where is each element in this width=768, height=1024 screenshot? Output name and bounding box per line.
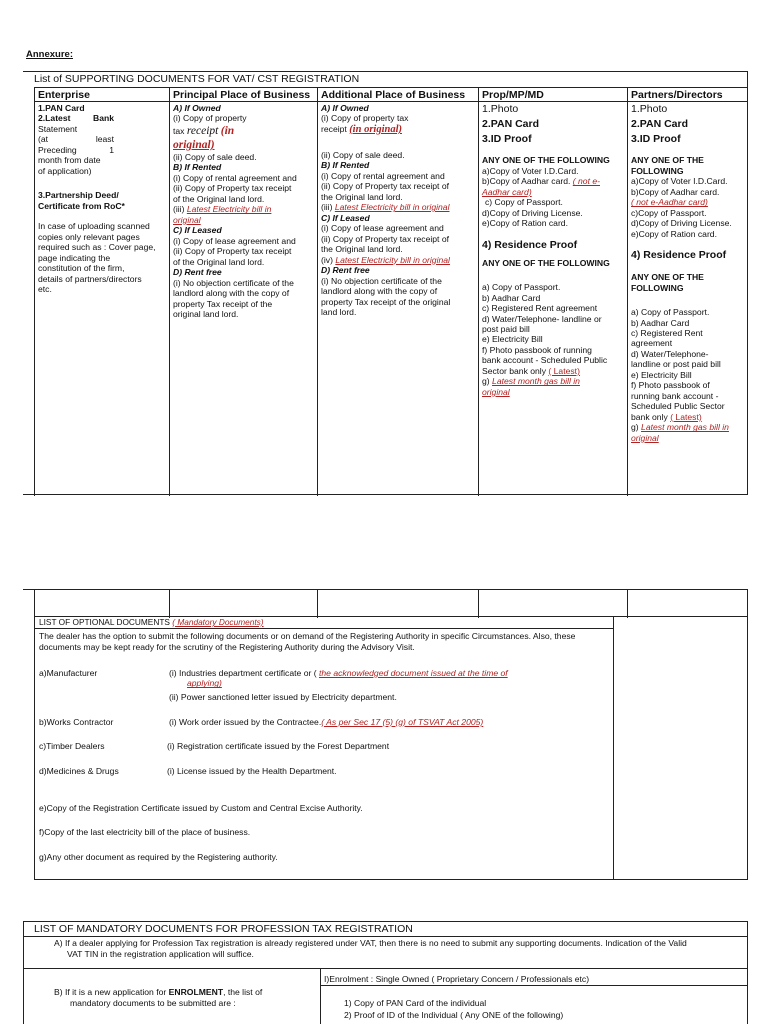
partners-item: FOLLOWING <box>631 165 684 176</box>
prop-item: 3.ID Proof <box>482 132 532 145</box>
partners-item: a)Copy of Voter I.D.Card. <box>631 176 728 187</box>
enterprise-item: Statement <box>38 123 78 134</box>
enrolment-list-item: 1) Copy of PAN Card of the individual <box>344 998 487 1008</box>
principal-item: (ii) Copy of sale deed. <box>173 152 257 162</box>
principal-item: (iii) <box>173 204 185 215</box>
profession-tax-b-line: , the list of <box>223 987 263 997</box>
medicines-label: d)Medicines & Drugs <box>39 766 119 776</box>
partners-item: a) Copy of Passport. <box>631 307 710 318</box>
profession-tax-table <box>23 921 748 1024</box>
enterprise-note: copies only relevant pages <box>38 231 140 242</box>
works-contractor-row <box>39 717 484 727</box>
partners-item: 1.Photo <box>631 103 668 115</box>
principal-item-original: (in <box>220 124 235 137</box>
prop-mp-md-column <box>478 88 627 496</box>
profession-tax-a <box>54 938 744 960</box>
partners-item: c) Registered Rent <box>631 328 703 338</box>
prop-item: 2.PAN Card <box>482 117 539 130</box>
prop-item: g) <box>482 376 490 387</box>
partners-item-gas-bill: original <box>631 432 659 443</box>
principal-item: original land lord. <box>173 309 239 320</box>
partners-item: FOLLOWING <box>631 282 684 293</box>
principal-item: (ii) Copy of Property tax receipt <box>173 246 292 257</box>
enterprise-item: (at <box>38 134 49 145</box>
partners-item: b) Aadhar Card <box>631 317 690 328</box>
manufacturer-doc: (ii) Power sanctioned letter issued by Electricity department. <box>169 691 397 702</box>
optional-documents-title <box>35 617 613 629</box>
additional-item: A) If Owned <box>321 103 369 113</box>
additional-item: D) Rent free <box>321 265 370 276</box>
additional-item: (ii) Copy of Property tax receipt of <box>321 233 449 244</box>
header-partners-directors: Partners/Directors <box>628 88 748 102</box>
medicines-row <box>39 766 337 776</box>
prop-item: a) Copy of Passport. <box>482 282 561 293</box>
partners-item-note: ( Latest) <box>670 411 702 422</box>
principal-item: of the Original land lord. <box>173 193 265 204</box>
timber-dealers-doc: (i) Registration certificate issued by the Forest Department <box>167 741 390 751</box>
profession-tax-b-line: mandatory documents to be submitted are : <box>70 998 236 1009</box>
additional-item: (i) Copy of rental agreement and <box>321 170 445 181</box>
additional-place-column <box>317 88 478 496</box>
profession-tax-a-line: A) If a dealer applying for Profession Tax registration is already registered under VAT, then there is no need to submit any supporting documents. Indication of the Valid <box>54 938 687 948</box>
partners-item: landline or post paid bill <box>631 359 721 370</box>
partners-item: 3.ID Proof <box>631 132 681 145</box>
additional-item: (iii) <box>321 202 333 213</box>
additional-item-electricity: Latest Electricity bill in original <box>334 202 450 213</box>
enterprise-item: 1 <box>109 144 114 155</box>
partners-item: agreement <box>631 338 673 349</box>
enterprise-item: of application) <box>38 165 92 176</box>
partners-directors-column <box>627 88 748 496</box>
additional-item: (i) No objection certificate of the <box>321 275 442 286</box>
principal-item: (i) Copy of rental agreement and <box>173 172 297 183</box>
additional-item: land lord. <box>321 307 357 318</box>
timber-dealers-row <box>39 741 390 751</box>
manufacturer-label: a)Manufacturer <box>39 668 98 678</box>
prop-item: bank account - Scheduled Public <box>482 355 608 366</box>
manufacturer-doc-note: the acknowledged document issued at the time of <box>318 668 508 678</box>
prop-item: ANY ONE OF THE FOLLOWING <box>482 257 610 268</box>
header-additional-place: Additional Place of Business <box>318 88 478 102</box>
partners-item: g) <box>631 422 639 433</box>
enterprise-item: 3.Partnership Deed/ <box>38 190 119 201</box>
optional-documents-table <box>34 616 748 880</box>
partners-item: b)Copy of Aadhar card. <box>631 186 720 197</box>
works-contractor-doc: (i) Work order issued by the Contractee. <box>169 717 322 727</box>
enterprise-item: 1.PAN Card <box>38 103 85 113</box>
prop-item-gas-bill: Latest month gas bill in <box>492 376 580 387</box>
additional-item-electricity: Latest Electricity bill in original <box>335 254 450 265</box>
optional-f: f)Copy of the last electricity bill of the place of business. <box>39 827 251 837</box>
optional-intro: The dealer has the option to submit the following documents or on demand of the Registering Authority in specific Circumstances. Also, these documents may be kept ready for the scrutiny of the Registering Authority during the Advisory Visit. <box>39 631 576 653</box>
prop-item: d) Water/Telephone- landline or <box>482 313 602 324</box>
principal-item: receipt <box>186 124 219 137</box>
enterprise-column <box>34 88 169 496</box>
partners-item: ANY ONE OF THE <box>631 155 704 166</box>
additional-item: receipt <box>321 123 347 134</box>
principal-item: (ii) Copy of Property tax receipt <box>173 183 292 194</box>
additional-item: the Original land lord. <box>321 244 403 255</box>
enterprise-note: etc. <box>38 284 52 295</box>
principal-item: B) If Rented <box>173 162 222 173</box>
principal-item-electricity: original <box>173 214 201 225</box>
enterprise-item: Preceding <box>38 144 77 155</box>
enterprise-item: least <box>95 134 114 145</box>
principal-place-column <box>169 88 317 496</box>
header-enterprise: Enterprise <box>35 88 169 102</box>
additional-item: (ii) Copy of Property tax receipt of <box>321 181 449 192</box>
additional-item: (ii) Copy of sale deed. <box>321 149 405 160</box>
principal-item: landlord along with the copy of <box>173 288 290 299</box>
partners-item: ANY ONE OF THE <box>631 272 704 283</box>
enterprise-note: constitution of the firm, <box>38 263 125 274</box>
medicines-doc: (i) License issued by the Health Department. <box>167 766 337 776</box>
enterprise-note: details of partners/directors <box>38 273 142 284</box>
additional-item: (i) Copy of property tax <box>321 113 409 124</box>
principal-item: A) If Owned <box>173 103 221 113</box>
additional-item: (iv) <box>321 254 333 265</box>
partners-item: Scheduled Public Sector <box>631 401 725 412</box>
enrolment-list-item: 2) Proof of ID of the Individual ( Any ONE of the following) <box>344 1009 564 1020</box>
partners-residence-heading: 4) Residence Proof <box>631 249 727 262</box>
principal-item: C) If Leased <box>173 225 222 236</box>
prop-item: c) Copy of Passport. <box>485 197 563 208</box>
enterprise-note: page indicating the <box>38 252 111 263</box>
partners-item: bank only <box>631 411 668 422</box>
prop-residence-heading: 4) Residence Proof <box>482 238 578 251</box>
additional-item: C) If Leased <box>321 212 370 223</box>
partners-item: d) Water/Telephone- <box>631 348 709 359</box>
principal-item-electricity: Latest Electricity bill in <box>186 204 272 215</box>
table1-title: List of SUPPORTING DOCUMENTS FOR VAT/ CST REGISTRATION <box>34 73 360 85</box>
prop-item: ANY ONE OF THE FOLLOWING <box>482 155 610 166</box>
partners-item: e) Electricity Bill <box>631 369 692 380</box>
prop-item-note: Aadhar card) <box>482 186 532 197</box>
prop-item: e)Copy of Ration card. <box>482 218 568 229</box>
prop-item: post paid bill <box>482 324 530 334</box>
enrolment-list <box>344 998 563 1021</box>
manufacturer-doc: (i) Industries department certificate or ( <box>169 668 317 678</box>
additional-item: B) If Rented <box>321 160 370 171</box>
principal-item: (i) Copy of property <box>173 113 247 124</box>
partners-item-note: ( not e-Aadhar card) <box>631 197 708 208</box>
enrolment-heading: I)Enrolment : Single Owned ( Proprietary Concern / Professionals etc) <box>324 974 590 984</box>
additional-item: (i) Copy of lease agreement and <box>321 223 444 234</box>
enterprise-item: month from date <box>38 155 101 166</box>
principal-item: tax <box>173 125 185 136</box>
additional-item: the Original land lord. <box>321 191 403 202</box>
partners-item-gas-bill: Latest month gas bill in <box>641 422 729 433</box>
works-contractor-note: ( As per Sec 17 (5) (g) of TSVAT Act 2005) <box>321 717 484 727</box>
enterprise-item: Bank <box>92 113 114 124</box>
header-prop-mp-md: Prop/MP/MD <box>479 88 627 102</box>
profession-tax-b <box>54 987 262 1009</box>
profession-tax-b-line: B) If it is a new application for <box>54 987 167 997</box>
principal-item: property Tax receipt of the <box>173 298 273 309</box>
prop-item: b) Aadhar Card <box>482 292 541 303</box>
principal-item: (i) No objection certificate of the <box>173 277 294 288</box>
profession-tax-title: LIST OF MANDATORY DOCUMENTS FOR PROFESSION TAX REGISTRATION <box>34 923 413 935</box>
prop-item: Sector bank only <box>482 365 547 376</box>
prop-item: b)Copy of Aadhar card. <box>482 176 571 187</box>
partners-item: e)Copy of Ration card. <box>631 228 717 239</box>
principal-item-original: original) <box>173 138 215 151</box>
prop-item-note: ( Latest) <box>548 365 580 376</box>
profession-tax-a-line: VAT TIN in the registration application will suffice. <box>67 949 254 960</box>
header-principal-place: Principal Place of Business <box>170 88 317 102</box>
principal-item: D) Rent free <box>173 267 222 278</box>
additional-item-original: (in original) <box>349 123 402 135</box>
partners-item: f) Photo passbook of <box>631 380 710 391</box>
enterprise-note: In case of uploading scanned <box>38 221 150 232</box>
optional-g: g)Any other document as required by the Registering authority. <box>39 852 278 862</box>
prop-item: c) Registered Rent agreement <box>482 303 598 314</box>
prop-item: d)Copy of Driving License. <box>482 207 583 218</box>
timber-dealers-label: c)Timber Dealers <box>39 741 105 751</box>
additional-item: landlord along with the copy of <box>321 286 438 297</box>
principal-item: (i) Copy of lease agreement and <box>173 235 296 246</box>
prop-item-gas-bill: original <box>482 386 510 397</box>
annexure-label: Annexure: <box>26 49 73 60</box>
empty-grid-row <box>23 589 748 617</box>
enterprise-item: 2.Latest <box>38 113 71 124</box>
optional-title-text: LIST OF OPTIONAL DOCUMENTS <box>39 617 170 627</box>
manufacturer-row <box>39 668 508 702</box>
optional-e: e)Copy of the Registration Certificate issued by Custom and Central Excise Authority. <box>39 803 363 813</box>
prop-item: 1.Photo <box>482 103 519 115</box>
additional-item: property Tax receipt of the original <box>321 296 451 307</box>
manufacturer-doc-note: applying) <box>187 678 222 689</box>
prop-item: f) Photo passbook of running <box>482 344 592 355</box>
prop-item: a)Copy of Voter I.D.Card. <box>482 165 579 176</box>
prop-item: e) Electricity Bill <box>482 334 543 345</box>
partners-item: 2.PAN Card <box>631 117 688 130</box>
partners-item: running bank account - <box>631 390 719 401</box>
enrolment-keyword: ENROLMENT <box>168 987 224 997</box>
vat-cst-documents-table <box>23 71 748 495</box>
partners-item: d)Copy of Driving License. <box>631 218 732 229</box>
works-contractor-label: b)Works Contractor <box>39 717 114 727</box>
principal-item: of the Original land lord. <box>173 256 265 267</box>
mandatory-note: ( Mandatory Documents) <box>172 617 264 627</box>
partners-item: c)Copy of Passport. <box>631 207 707 218</box>
enterprise-note: required such as : Cover page, <box>38 242 156 253</box>
prop-item-note: ( not e- <box>572 176 601 187</box>
enterprise-item: Certificate from RoC* <box>38 200 125 211</box>
